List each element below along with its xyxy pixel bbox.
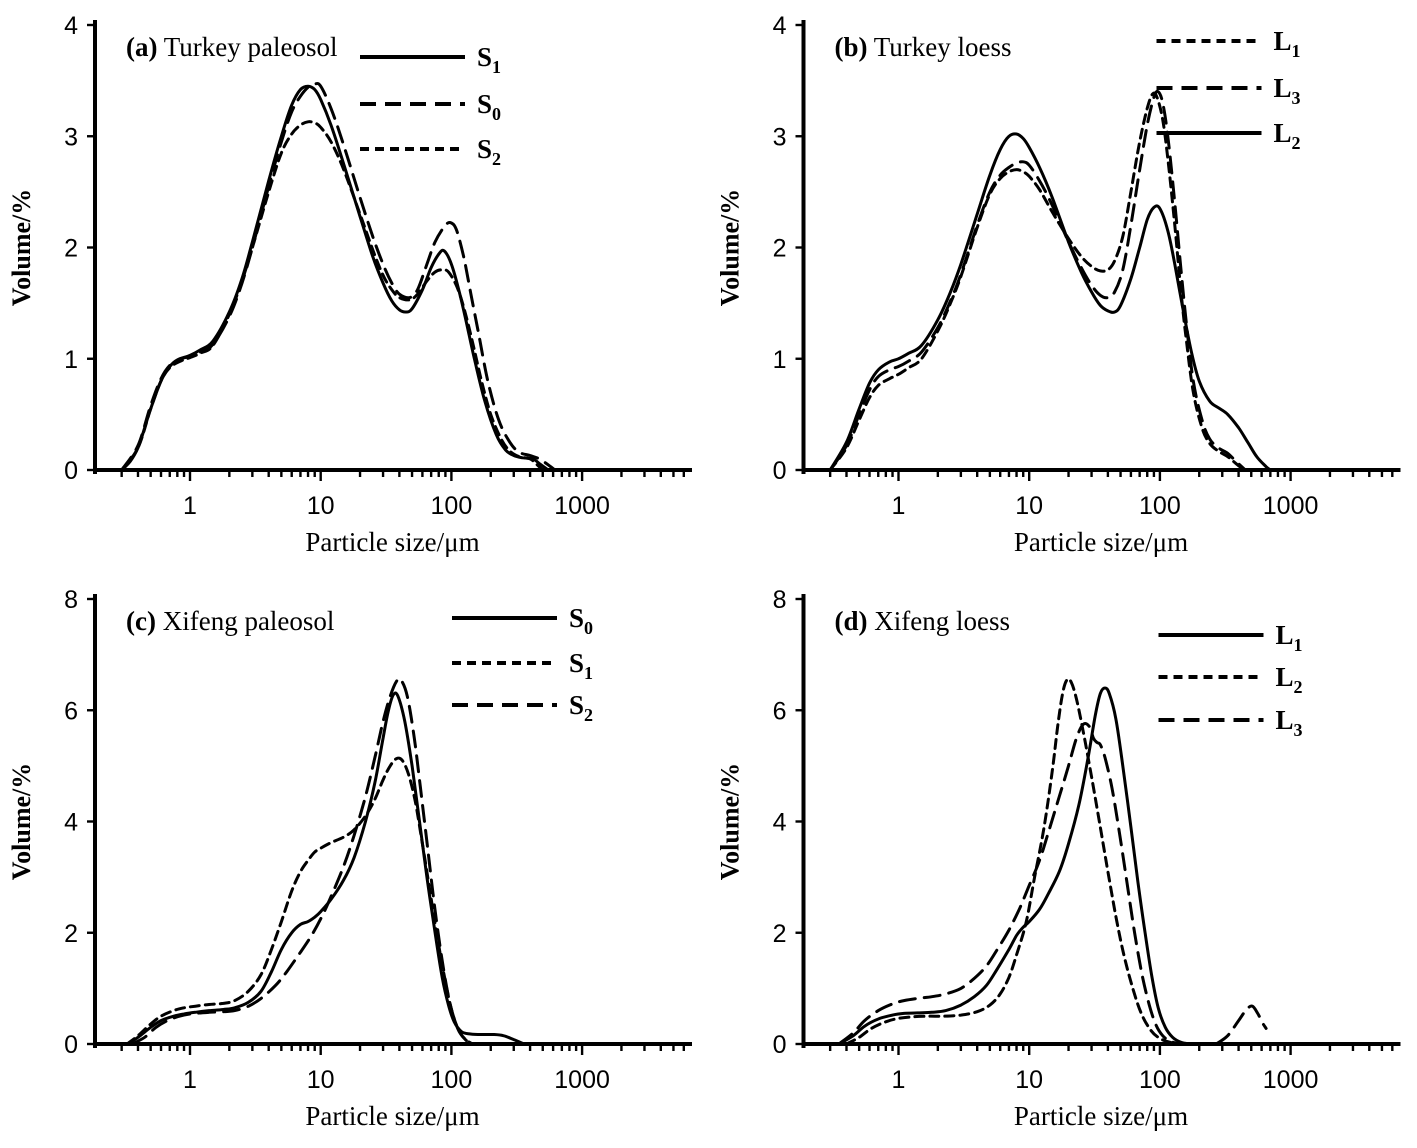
y-tick-label: 8 xyxy=(64,586,78,614)
legend-item-S1 xyxy=(360,42,501,77)
x-tick-label: 100 xyxy=(430,1066,473,1094)
legend-label: $S_1$ xyxy=(477,42,502,77)
x-axis-label: Particle size/μm xyxy=(1013,527,1189,557)
y-tick-label: 0 xyxy=(64,1031,78,1059)
series-S2-curve xyxy=(122,122,543,470)
legend-label: $L_3$ xyxy=(1273,73,1301,108)
y-tick-label: 4 xyxy=(772,12,787,40)
legend-label: $L_3$ xyxy=(1275,705,1303,740)
y-tick-label: 6 xyxy=(772,697,787,726)
y-tick-label: 4 xyxy=(64,12,78,40)
y-tick-label: 3 xyxy=(64,123,78,152)
legend-label: $S_0$ xyxy=(477,89,502,124)
legend-item-S0 xyxy=(360,89,501,124)
legend-item-L3 xyxy=(1159,705,1303,740)
panel-b-turkey-loess xyxy=(708,0,1417,574)
series-S1-curve xyxy=(127,758,472,1044)
y-axis-label: Volume/% xyxy=(7,188,36,307)
series-L2-curve xyxy=(830,134,1270,470)
panel-title: (b) Turkey loess xyxy=(834,32,1012,62)
panel-b-chart xyxy=(708,0,1417,574)
y-tick-label: 3 xyxy=(772,123,787,152)
panel-a-turkey-paleosol xyxy=(0,0,708,574)
x-axis-label: Particle size/μm xyxy=(305,527,480,557)
y-tick-label: 2 xyxy=(64,234,78,263)
legend-item-S2 xyxy=(360,134,501,169)
legend-item-S0 xyxy=(452,603,593,638)
legend-item-L3 xyxy=(1157,73,1301,108)
plot-area-b xyxy=(716,12,1399,557)
y-tick-label: 4 xyxy=(772,808,787,837)
y-tick-label: 6 xyxy=(64,697,78,726)
series-S2-curve xyxy=(132,678,470,1044)
y-tick-label: 1 xyxy=(772,345,787,374)
x-tick-label: 1 xyxy=(891,492,906,520)
panel-title: (c) Xifeng paleosol xyxy=(126,606,335,636)
series-L3-curve xyxy=(1216,1006,1266,1044)
x-axis-label: Particle size/μm xyxy=(1013,1101,1189,1131)
panel-c-chart xyxy=(0,574,708,1148)
x-tick-label: 100 xyxy=(1139,1066,1181,1094)
legend-item-S2 xyxy=(452,690,593,725)
y-tick-label: 2 xyxy=(64,919,78,948)
y-axis-label: Volume/% xyxy=(715,762,745,881)
legend-label: $L_2$ xyxy=(1275,662,1303,697)
x-tick-label: 10 xyxy=(306,1066,335,1094)
panel-title: (d) Xifeng loess xyxy=(834,606,1010,636)
y-tick-label: 0 xyxy=(772,457,787,485)
y-tick-label: 8 xyxy=(772,586,787,614)
legend-label: $L_2$ xyxy=(1273,118,1301,153)
legend-item-L2 xyxy=(1159,662,1303,697)
y-axis-label: Volume/% xyxy=(7,762,36,881)
x-axis-label: Particle size/μm xyxy=(305,1101,480,1131)
y-axis-label: Volume/% xyxy=(715,188,745,307)
legend-label: $L_1$ xyxy=(1273,26,1301,61)
legend-label: $S_2$ xyxy=(569,690,594,725)
legend-item-L1 xyxy=(1159,620,1303,655)
legend-label: $S_2$ xyxy=(477,134,502,169)
x-tick-label: 10 xyxy=(1015,492,1044,520)
y-tick-label: 2 xyxy=(772,919,787,948)
legend-item-L1 xyxy=(1157,26,1301,61)
series-L3-curve xyxy=(839,723,1179,1044)
x-tick-label: 10 xyxy=(306,492,335,520)
panel-d-chart xyxy=(708,574,1417,1148)
x-tick-label: 100 xyxy=(430,492,473,520)
plot-area-d xyxy=(716,586,1399,1131)
y-tick-label: 2 xyxy=(772,234,787,263)
panel-c-xifeng-paleosol xyxy=(0,574,708,1148)
x-tick-label: 1000 xyxy=(1262,1066,1319,1094)
x-tick-label: 1 xyxy=(183,492,197,520)
y-tick-label: 4 xyxy=(64,808,78,837)
legend-item-L2 xyxy=(1157,118,1301,153)
legend-label: $S_0$ xyxy=(569,603,594,638)
x-tick-label: 100 xyxy=(1139,492,1181,520)
x-tick-label: 10 xyxy=(1015,1066,1044,1094)
series-L3-curve xyxy=(830,91,1245,470)
panel-title: (a) Turkey paleosol xyxy=(126,32,338,62)
x-tick-label: 1000 xyxy=(1262,492,1319,520)
x-tick-label: 1 xyxy=(183,1066,197,1094)
legend-label: $S_1$ xyxy=(569,648,594,683)
x-tick-label: 1000 xyxy=(554,1066,610,1094)
series-L2-curve xyxy=(846,679,1179,1044)
y-tick-label: 0 xyxy=(64,457,78,485)
panel-d-xifeng-loess xyxy=(708,574,1417,1148)
x-tick-label: 1000 xyxy=(554,492,610,520)
y-tick-label: 1 xyxy=(64,345,78,374)
series-S0-curve xyxy=(127,693,524,1044)
series-L1-curve xyxy=(839,688,1190,1044)
y-tick-label: 0 xyxy=(772,1031,787,1059)
plot-area-c xyxy=(7,586,690,1131)
plot-area-a xyxy=(7,12,690,557)
panel-a-chart xyxy=(0,0,708,574)
legend-label: $L_1$ xyxy=(1275,620,1303,655)
legend-item-S1 xyxy=(452,648,593,683)
x-tick-label: 1 xyxy=(891,1066,906,1094)
